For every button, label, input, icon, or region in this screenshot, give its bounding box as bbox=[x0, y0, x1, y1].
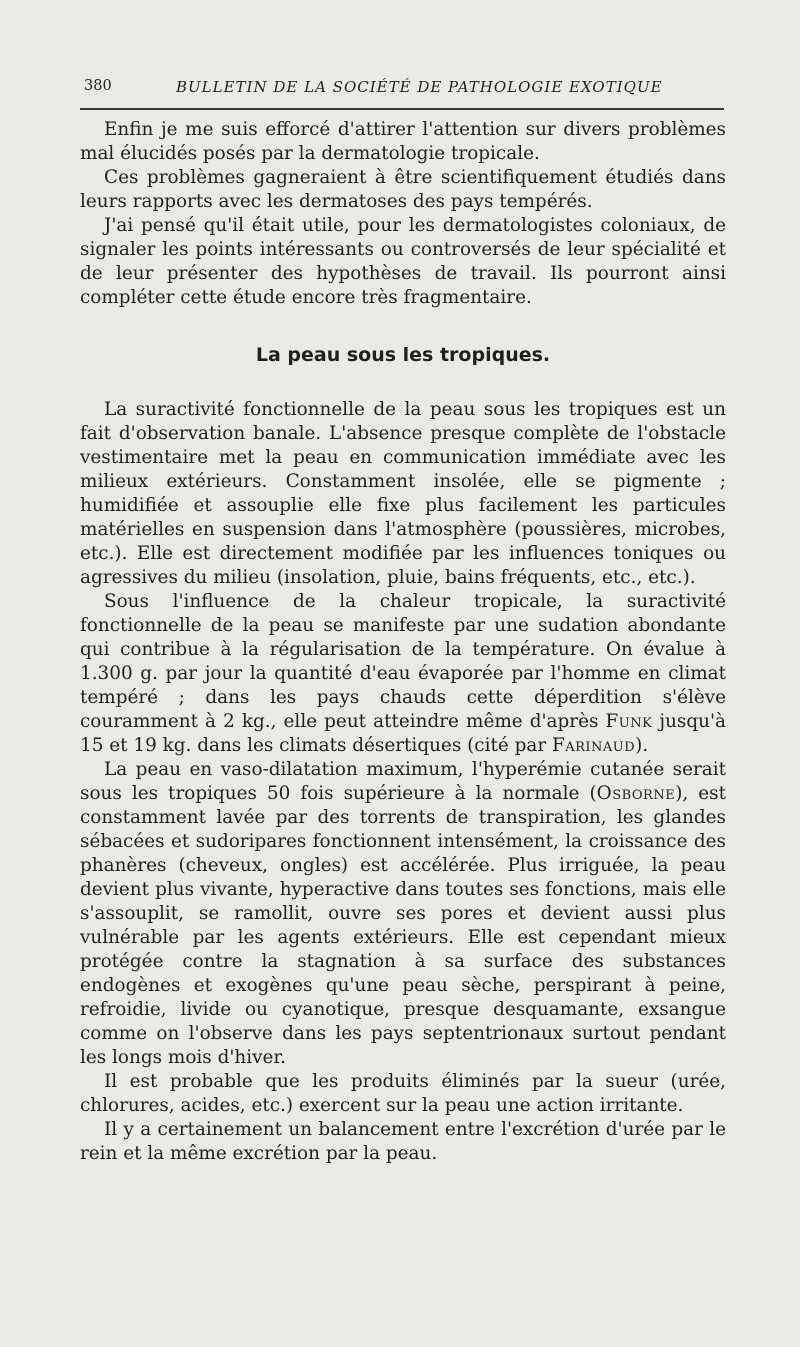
author-name: Osborne bbox=[596, 783, 676, 804]
author-name: Funk bbox=[605, 711, 653, 732]
page-header bbox=[84, 74, 724, 102]
header-rule bbox=[80, 108, 724, 110]
body-text bbox=[80, 118, 726, 1166]
paragraph: Ces problèmes gagneraient à être scientifiquement étudiés dans leurs rapports avec les dermatoses des pays tempérés. bbox=[80, 167, 726, 212]
paragraph: J'ai pensé qu'il était utile, pour les dermatologistes coloniaux, de signaler les points intéressants ou controversés de leur spécialité et de leur présenter des hypothèses de travail. Ils pourront ainsi compléter cette étude encore très fragmentaire. bbox=[80, 215, 726, 308]
paragraph: Enfin je me suis efforcé d'attirer l'attention sur divers problèmes mal élucidés posés par la dermatologie tropicale. bbox=[80, 119, 726, 164]
text-run: Sous l'influence de la chaleur tropicale, la suractivité fonctionnelle de la peau se manifeste par une sudation abondante qui contribue à la régularisation de la température. On évalue à 1.300 g. par jour la quantité d'eau évaporée par l'homme en climat tempéré ; dans les pays chauds cette déperdition s'élève couramment à 2 kg., elle peut atteindre même d'après bbox=[80, 591, 726, 732]
paragraph bbox=[80, 590, 726, 758]
paragraph: Il est probable que les produits éliminés par la sueur (urée, chlorures, acides, etc.) exercent sur la peau une action irritante. bbox=[80, 1071, 726, 1116]
paragraph: La suractivité fonctionnelle de la peau sous les tropiques est un fait d'observation banale. L'absence presque complète de l'obstacle vestimentaire met la peau en communication immédiate avec les milieux extérieurs. Constamment insolée, elle se pigmente ; humidifiée et assouplie elle fixe plus facilement les particules matérielles en suspension dans l'atmosphère (poussières, microbes, etc.). Elle est directement modifiée par les influences toniques ou agressives du milieu (insolation, pluie, bains fréquents, etc., etc.). bbox=[80, 399, 726, 588]
text-run: ), est constamment lavée par des torrents de transpiration, les glandes sébacées et sudoripares fonctionnent intensément, la croissance des phanères (cheveux, ongles) est accélérée. Plus irriguée, la peau devient plus vivante, hyperactive dans toutes ses fonctions, mais elle s'assouplit, se ramollit, ouvre ses pores et devient aussi plus vulnérable par les agents extérieurs. Elle est cependant mieux protégée contre la stagnation à sa surface des substances endogènes et exogènes qu'une peau sèche, perspirant à peine, refroidie, livide ou cyanotique, presque desquamante, exsangue comme on l'observe dans les pays septentrionaux surtout pendant les longs mois d'hiver. bbox=[80, 783, 726, 1068]
text-run: La peau en vaso-dilatation maximum, l'hyperémie cutanée serait sous les tropiques 50 fois supérieure à la normale ( bbox=[80, 759, 726, 804]
text-run: ). bbox=[635, 735, 649, 756]
paragraph bbox=[80, 758, 726, 1070]
paragraph: Il y a certainement un balancement entre l'excrétion d'urée par le rein et la même excrétion par la peau. bbox=[80, 1119, 726, 1164]
text-run: jusqu'à 15 et 19 kg. dans les climats désertiques (cité par bbox=[80, 711, 726, 756]
section-heading: La peau sous les tropiques. bbox=[255, 344, 551, 366]
running-title: BULLETIN DE LA SOCIÉTÉ DE PATHOLOGIE EXOTIQUE bbox=[176, 78, 663, 96]
author-name: Farinaud bbox=[551, 735, 636, 756]
page-number: 380 bbox=[84, 78, 112, 94]
